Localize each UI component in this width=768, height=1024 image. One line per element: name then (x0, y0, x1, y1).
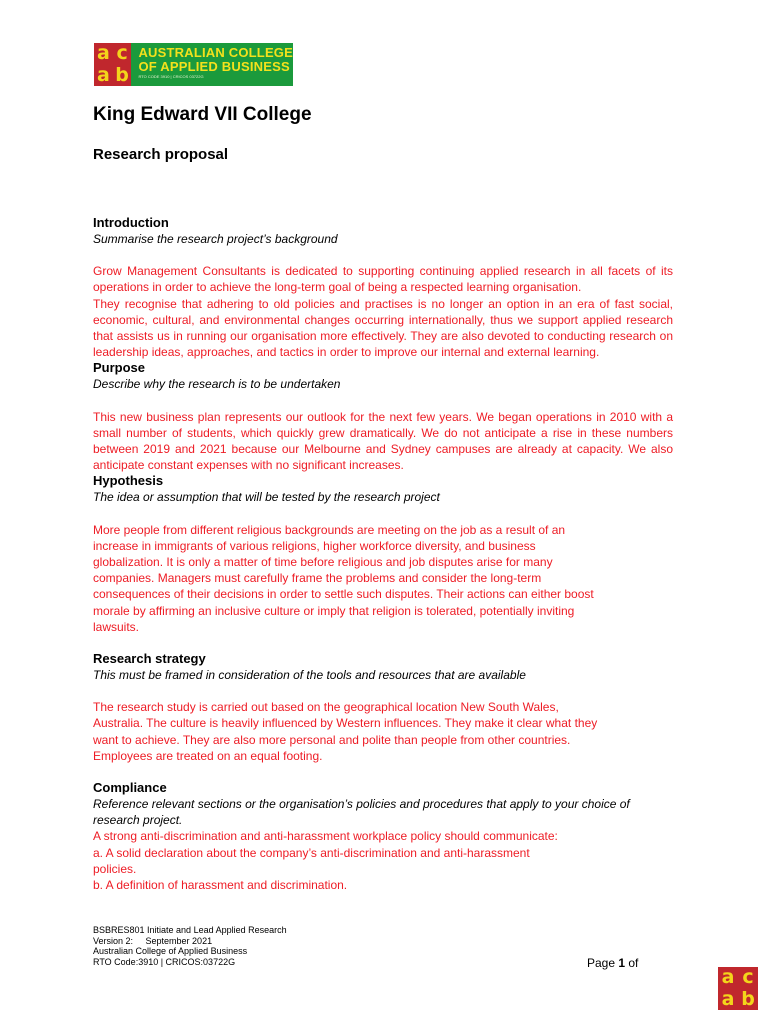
footer-org: Australian College of Applied Business (93, 946, 248, 956)
page-footer (93, 925, 287, 967)
page-prefix: Page (587, 956, 619, 970)
hypothesis-prompt: The idea or assumption that will be tested by the research project (93, 490, 440, 505)
hypothesis-line: consequences of their decisions in order to settle such disputes. Their actions can either boost (93, 587, 594, 602)
page-number (587, 956, 638, 970)
logo-mark-letter: b (115, 63, 129, 86)
purpose-heading: Purpose (93, 360, 146, 376)
logo-mark (94, 43, 131, 86)
hypothesis-line: morale by affirming an inclusive culture or imply that religion is tolerated, potentially inviting (93, 603, 575, 618)
logo-line-1: AUSTRALIAN COLLEGE (138, 45, 293, 60)
compliance-prompt: Reference relevant sections or the organisation’s policies and procedures that apply to your choice of research project. (93, 797, 630, 828)
logo-line-2: OF APPLIED BUSINESS (138, 59, 290, 74)
hypothesis-line: companies. Managers must carefully frame the problems and consider the long-term (93, 571, 542, 586)
page-suffix: of (625, 956, 639, 970)
logo-mark-letter: c (742, 966, 754, 988)
compliance-line: A strong anti-discrimination and anti-harassment workplace policy should communicate: (93, 829, 558, 844)
strategy-line: Australia. The culture is heavily influenced by Western influences. They make it clear what they (93, 716, 598, 731)
compliance-line: policies. (93, 861, 137, 876)
footer-unit: BSBRES801 Initiate and Lead Applied Research (93, 925, 287, 935)
logo-mark-letter: a (721, 966, 735, 988)
compliance-line: b. A definition of harassment and discrimination. (93, 878, 348, 893)
footer-codes: RTO Code:3910 | CRICOS:03722G (93, 956, 236, 967)
introduction-paragraph: Grow Management Consultants is dedicated to supporting continuing applied research in all facets of its operations in order to achieve the long-term goal of being a respected learning organisation. (93, 264, 673, 295)
logo-mark-letter: c (116, 42, 128, 64)
logo-mark-letter: a (721, 987, 735, 1010)
hypothesis-line: increase in immigrants of various religions, higher workforce diversity, and business (93, 538, 536, 553)
hypothesis-heading: Hypothesis (93, 473, 164, 489)
college-name: King Edward VII College (93, 104, 312, 125)
strategy-line: Employees are treated on an equal footing. (93, 748, 323, 763)
strategy-prompt: This must be framed in consideration of the tools and resources that are available (93, 668, 526, 683)
college-logo (94, 43, 293, 86)
hypothesis-line: lawsuits. (93, 619, 140, 634)
document-body (93, 215, 673, 893)
introduction-paragraph: They recognise that adhering to old policies and practises is no longer an option in an era of fast social, economic, cultural, and environmental changes occurring internationally, thus we support applied research that assists us in running our organisation more effectively. They are also devoted to conducting research on leadership ideas, approaches, and tactics in order to improve our internal and external learning. (93, 296, 673, 360)
compliance-line: a. A solid declaration about the company’s anti-discrimination and anti-harassment (93, 845, 530, 860)
hypothesis-line: More people from different religious backgrounds are meeting on the job as a result of an (93, 522, 566, 537)
purpose-prompt: Describe why the research is to be undertaken (93, 377, 341, 392)
page-current: 1 (618, 956, 626, 970)
logo-wordmark (131, 43, 293, 86)
strategy-line: want to achieve. They are also more personal and polite than people from other countries. (93, 732, 571, 747)
logo-mark-letter: a (96, 63, 110, 86)
logo-tagline: RTO CODE 3910 | CRICOS 03722G (138, 74, 204, 79)
compliance-heading: Compliance (93, 780, 167, 796)
document-title: Research proposal (93, 146, 229, 163)
strategy-line: The research study is carried out based on the geographical location New South Wales, (93, 700, 559, 715)
introduction-heading: Introduction (93, 215, 169, 230)
strategy-heading: Research strategy (93, 651, 206, 667)
purpose-paragraph: This new business plan represents our outlook for the next few years. We began operations in 2010 with a small number of students, which quickly grew dramatically. We do not anticipate a rise in these numbers between 2019 and 2021 because our Melbourne and Sydney campuses are already at capacity. We also anticipate constant expenses with no significant increases. (93, 409, 673, 473)
footer-logo-mark (718, 967, 758, 1010)
logo-mark-letter: b (741, 987, 755, 1010)
hypothesis-line: globalization. It is only a matter of time before religious and job disputes arise for many (93, 555, 553, 570)
logo-mark-letter: a (96, 42, 110, 64)
footer-version: Version 2: September 2021 (93, 935, 213, 946)
introduction-prompt: Summarise the research project’s background (93, 232, 338, 246)
